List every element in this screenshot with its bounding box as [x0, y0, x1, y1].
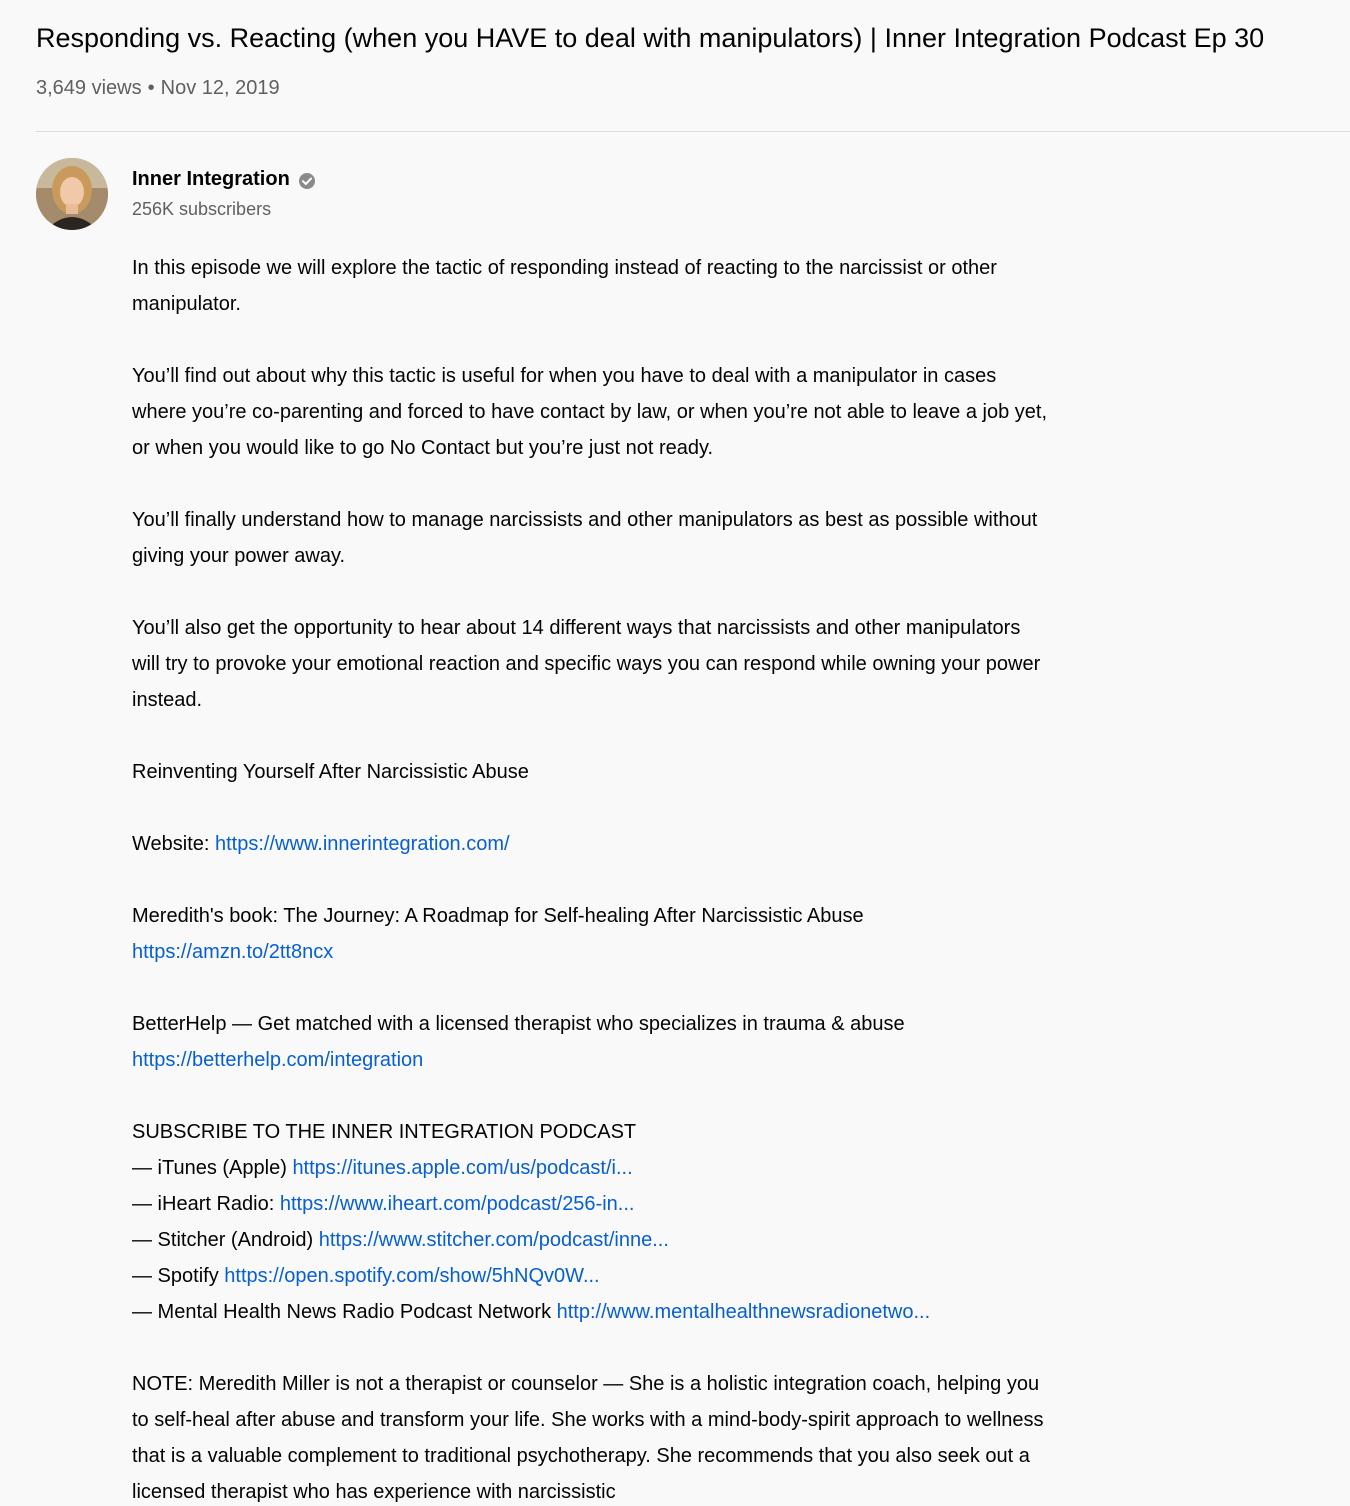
view-count: 3,649 views	[36, 77, 142, 99]
podcast-label: — Spotify	[132, 1265, 225, 1287]
subscriber-count: 256K subscribers	[132, 199, 272, 219]
podcast-link-mhnr[interactable]: http://www.mentalhealthnewsradionetwo...	[556, 1301, 931, 1323]
betterhelp-block	[132, 1006, 1052, 1078]
podcast-item	[132, 1294, 1052, 1330]
subscribe-block	[132, 1114, 1052, 1330]
podcast-item	[132, 1186, 1052, 1222]
podcast-link-spotify[interactable]: https://open.spotify.com/show/5hNQv0W...	[224, 1265, 600, 1287]
channel-name[interactable]	[132, 165, 316, 193]
description-paragraph: Reinventing Yourself After Narcissistic Abuse	[132, 761, 529, 783]
book-block	[132, 898, 1052, 970]
description-paragraph: In this episode we will explore the tactic of responding instead of reacting to the narcissist or other manipulator.	[132, 257, 997, 315]
podcast-label: — iTunes (Apple)	[132, 1157, 293, 1179]
podcast-item	[132, 1258, 1052, 1294]
podcast-link-itunes[interactable]: https://itunes.apple.com/us/podcast/i...	[292, 1157, 633, 1179]
description-paragraph: You’ll finally understand how to manage narcissists and other manipulators as best as possible without giving your power away.	[132, 509, 1038, 567]
betterhelp-link[interactable]: https://betterhelp.com/integration	[132, 1049, 424, 1071]
divider	[36, 131, 1350, 132]
betterhelp-label: BetterHelp — Get matched with a licensed therapist who specializes in trauma & abuse	[132, 1013, 905, 1035]
podcast-label: — Stitcher (Android)	[132, 1229, 319, 1251]
channel-avatar[interactable]	[36, 158, 108, 230]
website-link[interactable]: https://www.innerintegration.com/	[215, 833, 510, 855]
podcast-link-iheart[interactable]: https://www.iheart.com/podcast/256-in...	[279, 1193, 635, 1215]
description-paragraph: You’ll find out about why this tactic is useful for when you have to deal with a manipulator in cases where you’re co-parenting and forced to have contact by law, or when you’re not able to leave a job yet, or when you would like to go No Contact but you’re just not ready.	[132, 365, 1047, 459]
podcast-item	[132, 1222, 1052, 1258]
podcast-link-stitcher[interactable]: https://www.stitcher.com/podcast/inne...	[318, 1229, 669, 1251]
podcast-label: — iHeart Radio:	[132, 1193, 280, 1215]
book-label: Meredith's book: The Journey: A Roadmap for Self-healing After Narcissistic Abuse	[132, 905, 864, 927]
subscribe-heading: SUBSCRIBE TO THE INNER INTEGRATION PODCAST	[132, 1121, 637, 1143]
meta-separator: •	[147, 77, 155, 99]
podcast-item	[132, 1150, 1052, 1186]
podcast-label: — Mental Health News Radio Podcast Network	[132, 1301, 557, 1323]
website-label: Website:	[132, 833, 215, 855]
website-line	[132, 826, 1052, 862]
upload-date: Nov 12, 2019	[160, 77, 280, 99]
video-description	[132, 250, 1052, 1506]
verified-check-icon	[298, 170, 316, 188]
channel-name-text[interactable]: Inner Integration	[132, 168, 290, 190]
book-link[interactable]: https://amzn.to/2tt8ncx	[132, 941, 334, 963]
video-title: Responding vs. Reacting (when you HAVE to deal with manipulators) | Inner Integration Podcast Ep 30	[36, 23, 1265, 53]
description-paragraph: You’ll also get the opportunity to hear about 14 different ways that narcissists and other manipulators will try to provoke your emotional reaction and specific ways you can respond while owning your power instead.	[132, 617, 1041, 711]
avatar-image	[36, 158, 108, 230]
note-paragraph: NOTE: Meredith Miller is not a therapist or counselor — She is a holistic integration coach, helping you to self-heal after abuse and transform your life. She works with a mind-body-spirit approach to wellness that is a valuable complement to traditional psychotherapy. She recommends that you also seek out a licensed therapist who has experience with narcissistic	[132, 1373, 1044, 1503]
video-meta	[36, 74, 280, 102]
